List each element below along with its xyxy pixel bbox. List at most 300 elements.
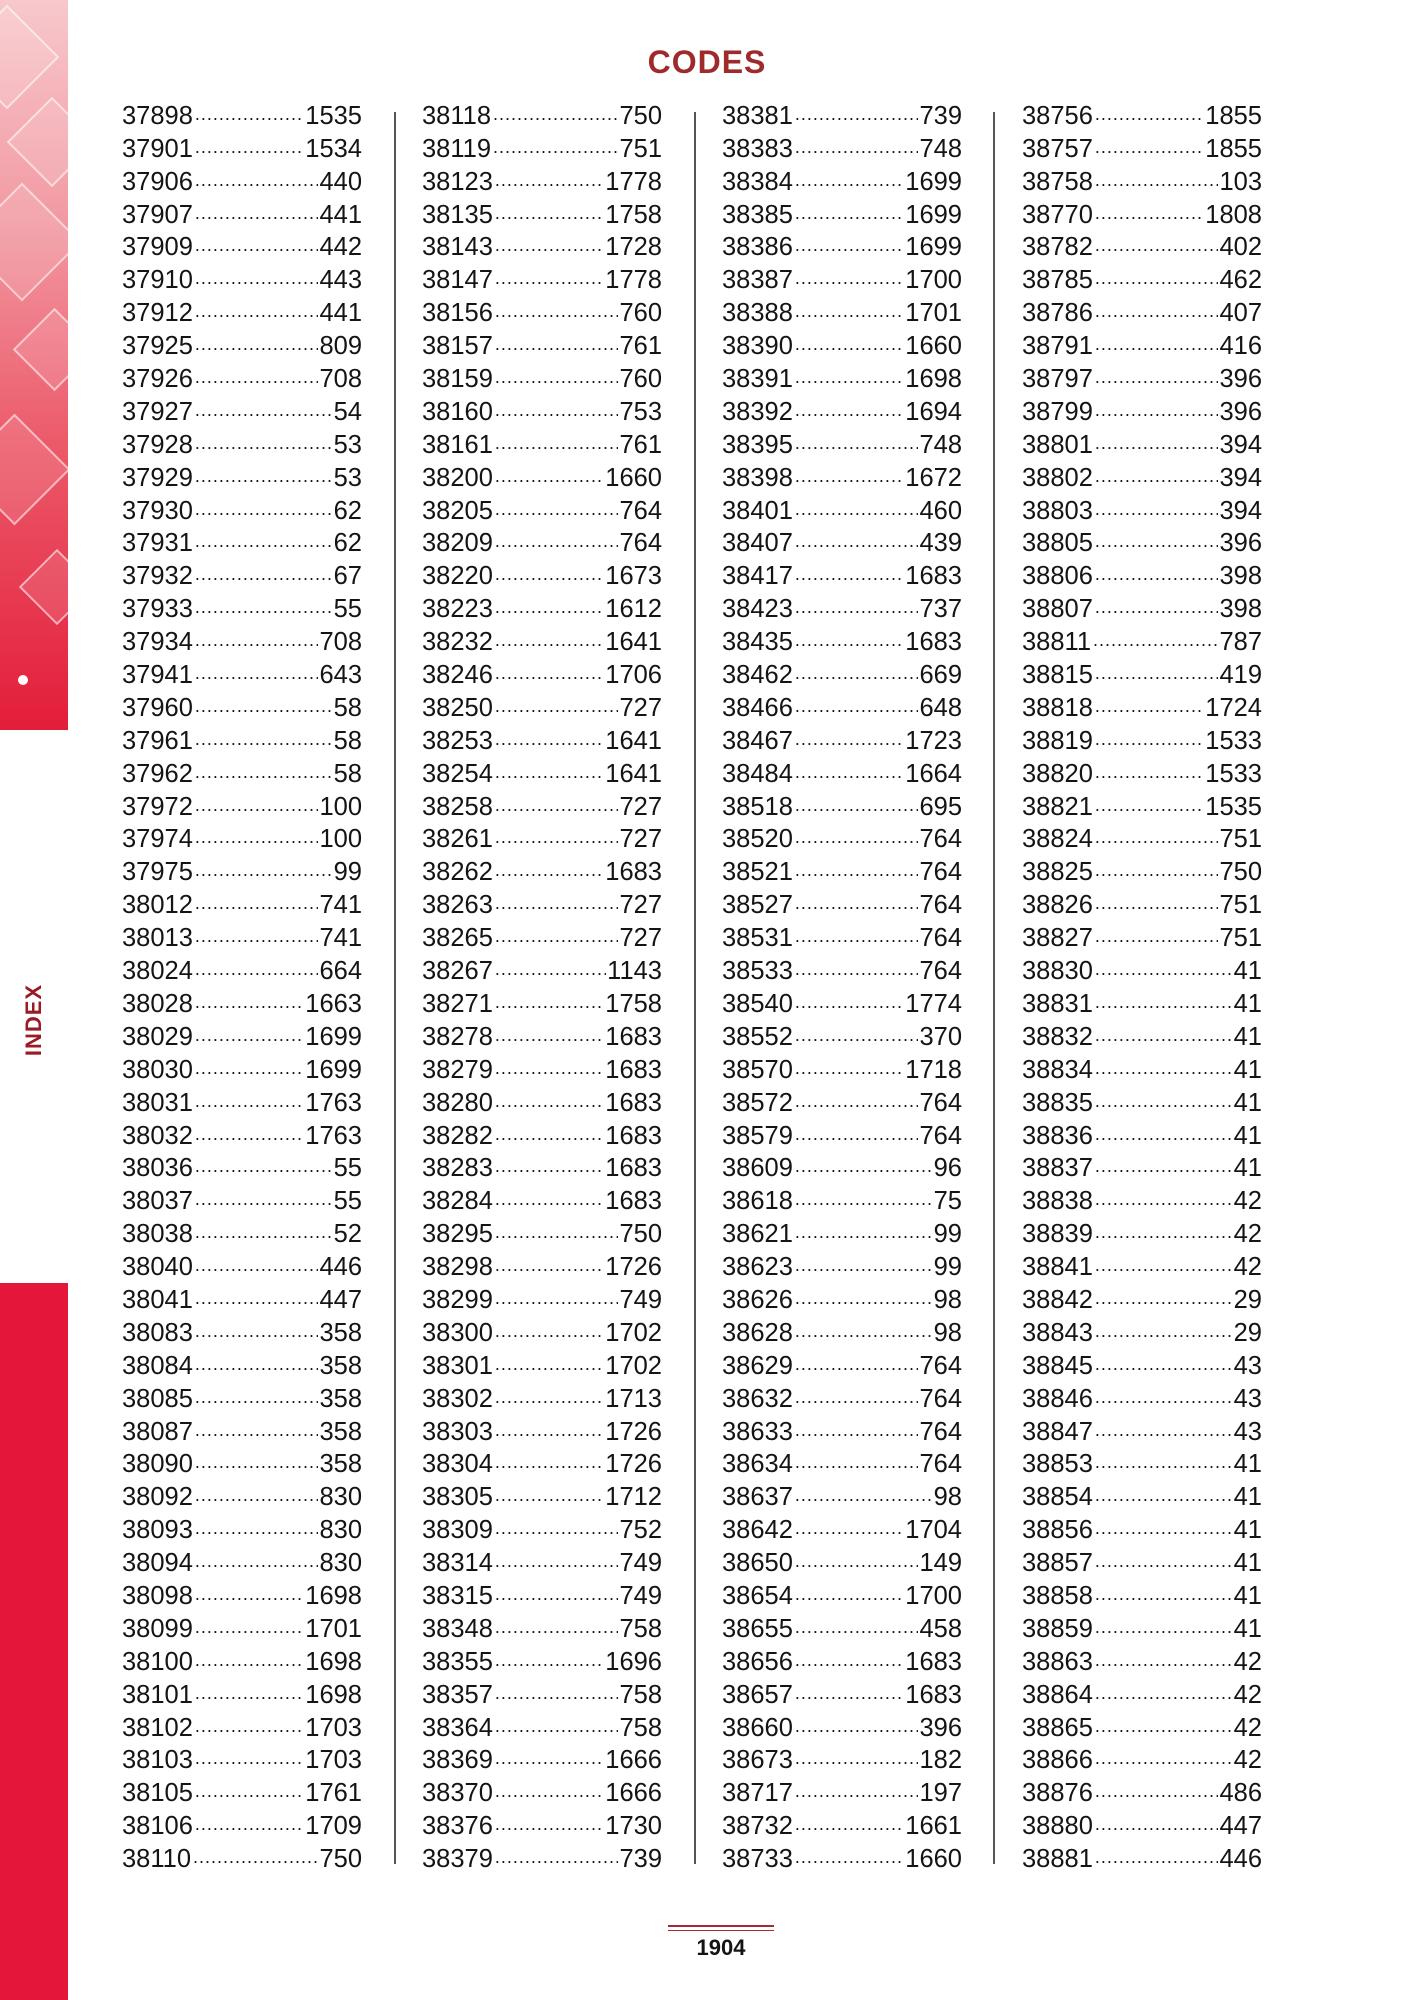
entry-page: 42 [1233,1253,1262,1282]
entry-page: 1730 [605,1812,662,1841]
entry-code: 37907 [122,200,193,229]
index-entry [1022,133,1262,166]
entry-page: 29 [1233,1318,1262,1347]
entry-code: 37909 [122,233,193,262]
dot-leader [795,1714,919,1738]
entry-code: 38629 [722,1351,793,1380]
entry-page: 1774 [905,989,962,1018]
index-entry [722,528,962,561]
dot-leader [495,1714,619,1738]
entry-code: 38552 [722,1022,793,1051]
dot-leader [195,858,333,882]
entry-code: 38826 [1022,891,1093,920]
index-entry [1022,1251,1262,1284]
index-entry [1022,429,1262,462]
page-footer [668,1925,774,1961]
sidebar-red-bar [0,1283,68,2000]
dot-leader [1095,1220,1233,1244]
dot-leader [495,431,619,455]
dot-leader [795,694,919,718]
index-entry [1022,593,1262,626]
entry-code: 38036 [122,1154,193,1183]
index-entry [422,462,662,495]
entry-code: 38417 [722,562,793,591]
dot-leader [495,1845,619,1869]
dot-leader [495,1582,619,1606]
entry-code: 37932 [122,562,193,591]
entry-code: 37912 [122,299,193,328]
entry-page: 458 [919,1614,962,1643]
entry-code: 38364 [422,1713,493,1742]
dot-leader [795,1845,904,1869]
entry-code: 38785 [1022,266,1093,295]
index-entry [722,955,962,988]
dot-leader [1093,628,1218,652]
entry-code: 38280 [422,1088,493,1117]
index-entry [722,1087,962,1120]
index-entry [722,166,962,199]
entry-code: 38520 [722,825,793,854]
dot-leader [795,1746,919,1770]
entry-code: 38156 [422,299,493,328]
entry-page: 54 [333,397,362,426]
decorative-pattern [0,0,68,730]
entry-page: 416 [1219,332,1262,361]
entry-code: 37960 [122,693,193,722]
index-entry [422,692,662,725]
index-entry [722,199,962,232]
dot-leader [195,562,333,586]
entry-code: 38084 [122,1351,193,1380]
entry-page: 764 [919,1088,962,1117]
entry-page: 750 [319,1845,362,1874]
entry-code: 38094 [122,1549,193,1578]
index-entry [1022,166,1262,199]
entry-page: 394 [1219,463,1262,492]
dot-leader [495,1450,604,1474]
index-entry [1022,1547,1262,1580]
dot-leader [1095,1187,1233,1211]
dot-leader [795,1648,904,1672]
entry-page: 1855 [1205,101,1262,130]
entry-page: 1726 [605,1450,662,1479]
dot-leader [195,1450,319,1474]
dot-leader [495,760,604,784]
index-entry [122,1218,362,1251]
index-column-2 [422,100,662,1876]
entry-code: 38105 [122,1779,193,1808]
entry-code: 38284 [422,1187,493,1216]
entry-page: 1612 [605,595,662,624]
entry-code: 38864 [1022,1680,1093,1709]
dot-leader [795,1681,904,1705]
index-entry [422,166,662,199]
index-entry [422,1449,662,1482]
dot-leader [495,529,619,553]
entry-page: 809 [319,332,362,361]
dot-leader [195,497,333,521]
dot-leader [1095,332,1219,356]
dot-leader [795,595,919,619]
index-entry [422,330,662,363]
index-entry [722,1350,962,1383]
entry-page: 58 [333,759,362,788]
entry-page: 1535 [1205,792,1262,821]
index-entry [1022,462,1262,495]
entry-page: 98 [933,1318,962,1347]
dot-leader [495,398,619,422]
dot-leader [195,891,319,915]
entry-code: 38379 [422,1845,493,1874]
entry-code: 38806 [1022,562,1093,591]
index-entry [722,856,962,889]
index-entry [422,560,662,593]
entry-page: 358 [319,1318,362,1347]
index-entry [122,1777,362,1810]
entry-page: 764 [919,1351,962,1380]
code-index [122,100,1272,1872]
entry-page: 764 [619,496,662,525]
entry-code: 37961 [122,726,193,755]
entry-page: 764 [919,957,962,986]
dot-leader [195,1483,319,1507]
index-entry [1022,330,1262,363]
entry-page: 830 [319,1549,362,1578]
index-entry [1022,1054,1262,1087]
entry-code: 38732 [722,1812,793,1841]
entry-page: 53 [333,463,362,492]
entry-page: 1660 [905,1845,962,1874]
index-entry [1022,100,1262,133]
dot-leader [195,398,333,422]
index-entry [422,264,662,297]
index-entry [722,1251,962,1284]
entry-code: 38660 [722,1713,793,1742]
dot-leader [195,1319,319,1343]
dot-leader [495,1681,619,1705]
index-entry [722,560,962,593]
index-entry [422,856,662,889]
index-entry [722,824,962,857]
entry-page: 402 [1219,233,1262,262]
entry-page: 739 [919,101,962,130]
index-entry [422,1514,662,1547]
index-entry [722,988,962,1021]
entry-page: 439 [919,529,962,558]
dot-leader [495,924,619,948]
dot-leader [1095,1812,1219,1836]
entry-page: 664 [319,957,362,986]
index-column-3 [722,100,962,1876]
entry-code: 37906 [122,167,193,196]
entry-page: 1683 [905,1680,962,1709]
dot-leader [195,1220,333,1244]
entry-page: 103 [1219,167,1262,196]
dot-leader [195,1615,304,1639]
index-entry [1022,856,1262,889]
index-entry [122,626,362,659]
entry-code: 38102 [122,1713,193,1742]
entry-code: 38161 [422,430,493,459]
entry-code: 38038 [122,1220,193,1249]
entry-code: 38801 [1022,430,1093,459]
entry-code: 38106 [122,1812,193,1841]
dot-leader [1095,1549,1233,1573]
dot-leader [1095,299,1219,323]
entry-page: 1641 [605,628,662,657]
entry-page: 1664 [905,759,962,788]
entry-page: 394 [1219,430,1262,459]
entry-page: 764 [919,924,962,953]
index-entry [1022,1185,1262,1218]
index-entry [422,232,662,265]
index-entry [722,1218,962,1251]
entry-code: 38157 [422,332,493,361]
index-entry [422,1251,662,1284]
index-entry [422,758,662,791]
entry-page: 1683 [905,562,962,591]
entry-code: 38384 [722,167,793,196]
entry-code: 38083 [122,1318,193,1347]
entry-code: 38123 [422,167,493,196]
entry-page: 98 [933,1285,962,1314]
entry-page: 787 [1219,628,1262,657]
entry-code: 38381 [722,101,793,130]
entry-code: 38388 [722,299,793,328]
entry-code: 38254 [422,759,493,788]
index-entry [722,264,962,297]
entry-page: 764 [919,825,962,854]
dot-leader [795,628,904,652]
index-entry [1022,560,1262,593]
index-column-1 [122,100,362,1876]
dot-leader [795,529,919,553]
entry-code: 38821 [1022,792,1093,821]
entry-code: 38799 [1022,397,1093,426]
dot-leader [795,1220,933,1244]
index-entry [722,1613,962,1646]
index-entry [122,330,362,363]
entry-code: 38657 [722,1680,793,1709]
entry-page: 1701 [905,299,962,328]
entry-code: 38623 [722,1253,793,1282]
entry-page: 1533 [1205,726,1262,755]
dot-leader [195,727,333,751]
index-entry [122,988,362,1021]
dot-leader [1095,497,1219,521]
entry-page: 58 [333,693,362,722]
index-entry [122,133,362,166]
entry-page: 1535 [305,101,362,130]
index-label: INDEX [21,983,46,1057]
index-entry [122,1317,362,1350]
index-entry [422,1185,662,1218]
index-entry [1022,264,1262,297]
column-divider [394,112,396,1864]
dot-leader [495,266,604,290]
entry-code: 38118 [422,101,492,130]
index-entry [122,692,362,725]
index-entry [122,264,362,297]
entry-page: 764 [919,1121,962,1150]
index-entry [1022,1317,1262,1350]
entry-page: 41 [1233,1483,1262,1512]
entry-code: 37930 [122,496,193,525]
entry-page: 764 [919,1450,962,1479]
decorative-dot [18,675,28,685]
dot-leader [1095,891,1219,915]
entry-code: 38012 [122,891,193,920]
entry-code: 38880 [1022,1812,1093,1841]
entry-code: 38853 [1022,1450,1093,1479]
index-entry [1022,1218,1262,1251]
entry-page: 1723 [905,726,962,755]
decorative-square [19,549,68,625]
index-entry [722,1153,962,1186]
entry-code: 38618 [722,1187,793,1216]
entry-code: 37929 [122,463,193,492]
index-entry [422,593,662,626]
entry-page: 462 [1219,266,1262,295]
dot-leader [195,1714,304,1738]
entry-page: 1696 [605,1647,662,1676]
index-entry [422,1712,662,1745]
entry-code: 38837 [1022,1154,1093,1183]
entry-page: 1761 [305,1779,362,1808]
entry-code: 38533 [722,957,793,986]
entry-page: 1660 [905,332,962,361]
entry-page: 98 [933,1483,962,1512]
dot-leader [195,1023,304,1047]
entry-page: 758 [619,1614,662,1643]
dot-leader [495,1089,604,1113]
dot-leader [195,266,319,290]
entry-page: 1702 [605,1351,662,1380]
entry-code: 38805 [1022,529,1093,558]
entry-code: 37974 [122,825,193,854]
entry-code: 38267 [422,957,493,986]
dot-leader [1095,760,1204,784]
entry-code: 38099 [122,1614,193,1643]
entry-code: 38770 [1022,200,1093,229]
entry-code: 38369 [422,1746,493,1775]
dot-leader [795,924,919,948]
entry-code: 38205 [422,496,493,525]
index-entry [722,396,962,429]
index-entry [1022,199,1262,232]
index-entry [1022,758,1262,791]
dot-leader [795,1549,919,1573]
index-entry [422,528,662,561]
entry-page: 1699 [905,167,962,196]
entry-code: 38845 [1022,1351,1093,1380]
index-entry [1022,1613,1262,1646]
entry-page: 708 [319,365,362,394]
entry-code: 38832 [1022,1022,1093,1051]
index-entry [122,1679,362,1712]
entry-page: 62 [333,529,362,558]
entry-code: 38820 [1022,759,1093,788]
dot-leader [195,464,333,488]
entry-page: 753 [619,397,662,426]
entry-page: 358 [319,1351,362,1380]
entry-page: 764 [919,1417,962,1446]
index-entry [422,429,662,462]
index-entry [722,1514,962,1547]
dot-leader [1095,529,1219,553]
index-entry [1022,1449,1262,1482]
index-entry [122,297,362,330]
entry-code: 38103 [122,1746,193,1775]
entry-code: 38842 [1022,1285,1093,1314]
dot-leader [495,1385,604,1409]
entry-code: 38815 [1022,661,1093,690]
entry-code: 38467 [722,726,793,755]
index-entry [122,1449,362,1482]
entry-page: 1533 [1205,759,1262,788]
dot-leader [1095,201,1204,225]
entry-code: 38209 [422,529,493,558]
entry-code: 38041 [122,1285,193,1314]
index-entry [122,199,362,232]
entry-page: 749 [619,1285,662,1314]
entry-code: 38791 [1022,332,1093,361]
column-divider [694,112,696,1864]
index-entry [422,725,662,758]
index-entry [122,396,362,429]
index-entry [722,1547,962,1580]
index-entry [122,955,362,988]
entry-code: 38802 [1022,463,1093,492]
dot-leader [1095,1746,1233,1770]
entry-page: 29 [1233,1285,1262,1314]
entry-page: 358 [319,1450,362,1479]
entry-code: 38383 [722,134,793,163]
dot-leader [1095,990,1233,1014]
entry-page: 761 [619,332,662,361]
entry-page: 41 [1233,1154,1262,1183]
entry-code: 37933 [122,595,193,624]
index-entry [422,1416,662,1449]
index-entry [122,1251,362,1284]
entry-code: 37926 [122,365,193,394]
index-entry [722,297,962,330]
entry-code: 38220 [422,562,493,591]
entry-code: 38847 [1022,1417,1093,1446]
entry-code: 38092 [122,1483,193,1512]
entry-page: 750 [1219,858,1262,887]
entry-page: 75 [933,1187,962,1216]
entry-page: 1666 [605,1746,662,1775]
entry-page: 727 [619,825,662,854]
dot-leader [795,365,904,389]
entry-code: 38309 [422,1516,493,1545]
entry-page: 1663 [305,989,362,1018]
index-entry [422,199,662,232]
entry-code: 38376 [422,1812,493,1841]
dot-leader [1095,398,1219,422]
entry-page: 1703 [305,1713,362,1742]
dot-leader [193,1845,318,1869]
dot-leader [1095,825,1219,849]
dot-leader [495,957,606,981]
entry-page: 447 [319,1285,362,1314]
entry-code: 38857 [1022,1549,1093,1578]
entry-code: 38865 [1022,1713,1093,1742]
dot-leader [495,562,604,586]
entry-code: 38119 [422,134,492,163]
index-entry [122,166,362,199]
